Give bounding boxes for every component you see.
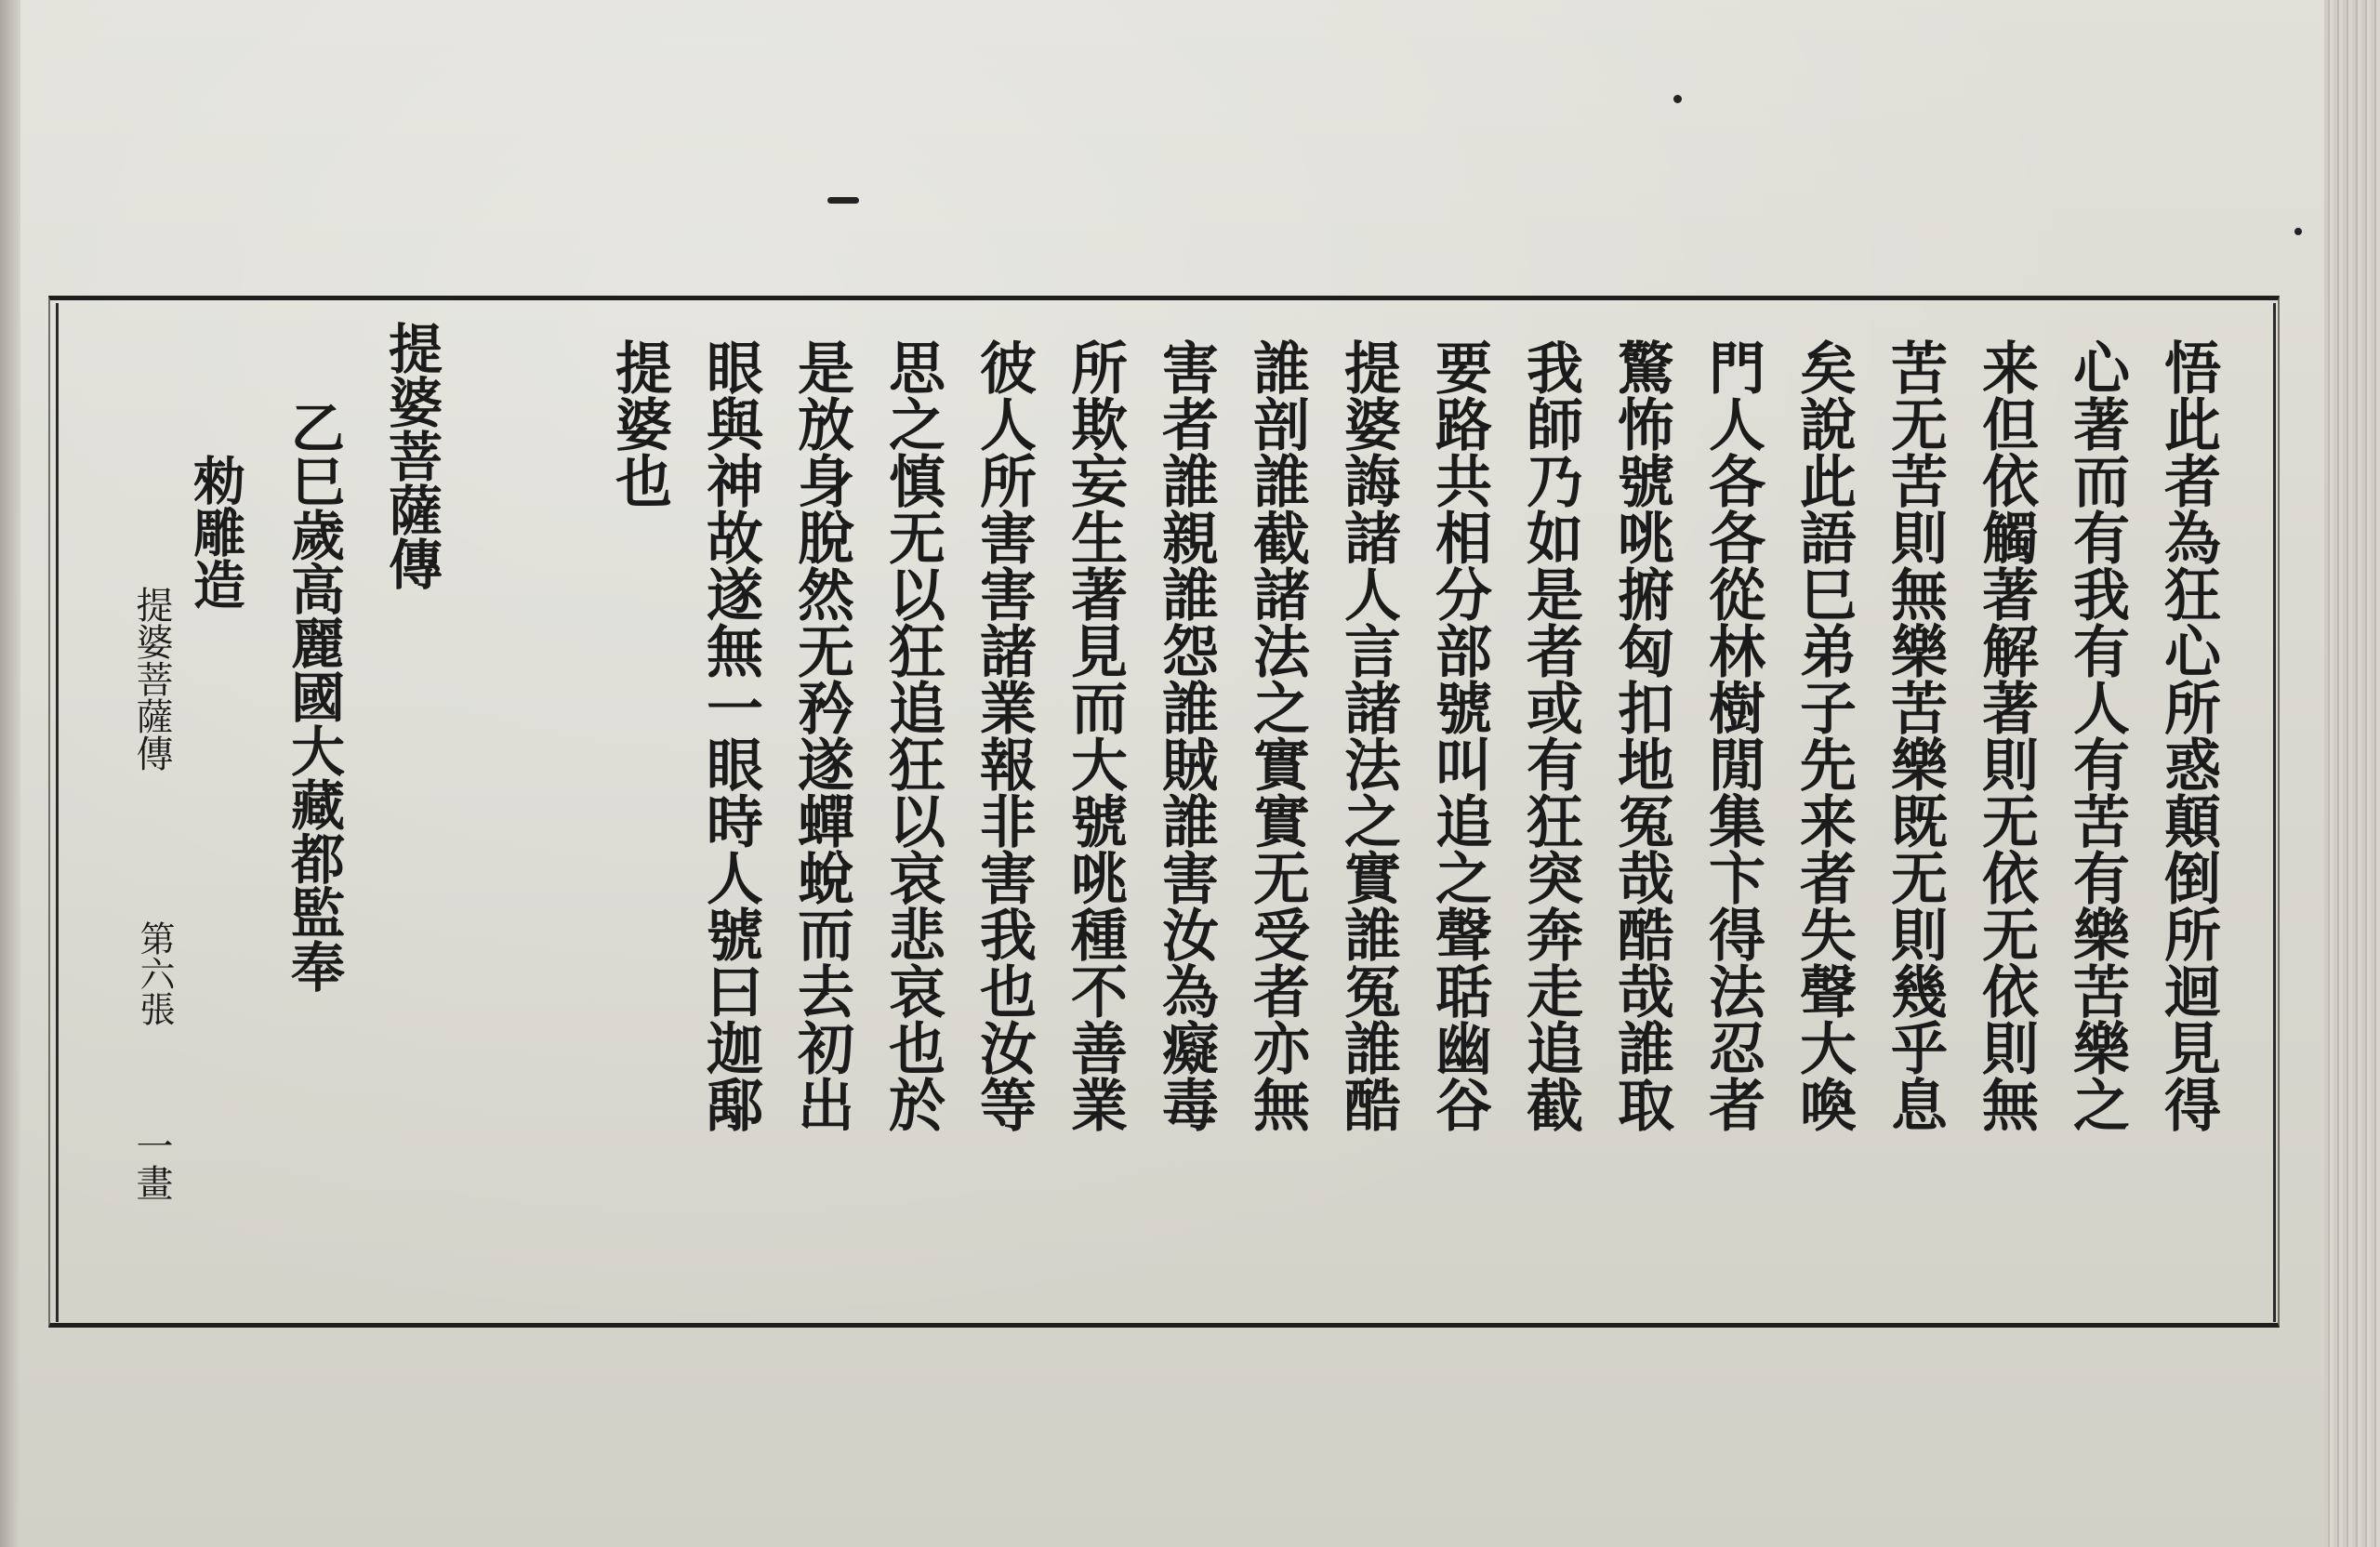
text-column: 是放身脫然无矜遂蟬蛻而去初出 — [788, 338, 854, 1132]
carving-count: 一畫 — [130, 1127, 173, 1201]
text-column: 来但依觸著解著則无依无依則無 — [1973, 338, 2039, 1132]
text-column: 要路共相分部號叫追之聲聒幽谷 — [1426, 338, 1492, 1132]
text-column: 彼人所害害諸業報非害我也汝等 — [971, 338, 1037, 1132]
ink-speck — [827, 197, 859, 204]
page-left-edge — [0, 0, 20, 1547]
text-column: 苦无苦則無樂苦樂既无則幾乎息 — [1882, 338, 1948, 1132]
book-stack-edge — [2324, 0, 2380, 1547]
text-column: 所欺妄生著見而大號咷種不善業 — [1062, 338, 1128, 1132]
page-number: 第六張 — [134, 920, 175, 1026]
text-column: 誰剖誰截諸法之實實无受者亦無 — [1244, 338, 1310, 1132]
text-column: 悟此者為狂心所惑顛倒所迴見得 — [2155, 338, 2221, 1132]
carving-credit: 勑雕造 — [185, 454, 246, 610]
text-column: 矣說此語巳弟子先来者失聲大喚 — [1791, 338, 1857, 1132]
text-column: 害者誰親誰怨誰賊誰害汝為癡毒 — [1153, 338, 1219, 1132]
sutra-title: 提婆菩薩傳 — [379, 321, 443, 590]
text-column: 驚怖號咷捬匈扣地冤哉酷哉誰取 — [1608, 338, 1674, 1132]
ink-speck — [2294, 228, 2302, 235]
text-column: 提婆也 — [606, 338, 672, 509]
text-column: 心著而有我有人有苦有樂苦樂之 — [2064, 338, 2130, 1132]
text-column: 思之慎无以狂追狂以哀悲哀也於 — [879, 338, 945, 1132]
text-column: 提婆誨諸人言諸法之實誰冤誰酷 — [1335, 338, 1401, 1132]
ink-speck — [1673, 95, 1682, 103]
text-column: 我師乃如是者或有狂突奔走追截 — [1517, 338, 1583, 1132]
colophon-text: 乙巳歲高麗國大藏都監奉 — [282, 400, 345, 993]
margin-title: 提婆菩薩傳 — [130, 586, 173, 772]
text-column: 門人各各從林樹閒集卞得法忍者 — [1699, 338, 1765, 1132]
text-column: 眼與神故遂無一眼時人號曰迦鄅 — [697, 338, 763, 1132]
